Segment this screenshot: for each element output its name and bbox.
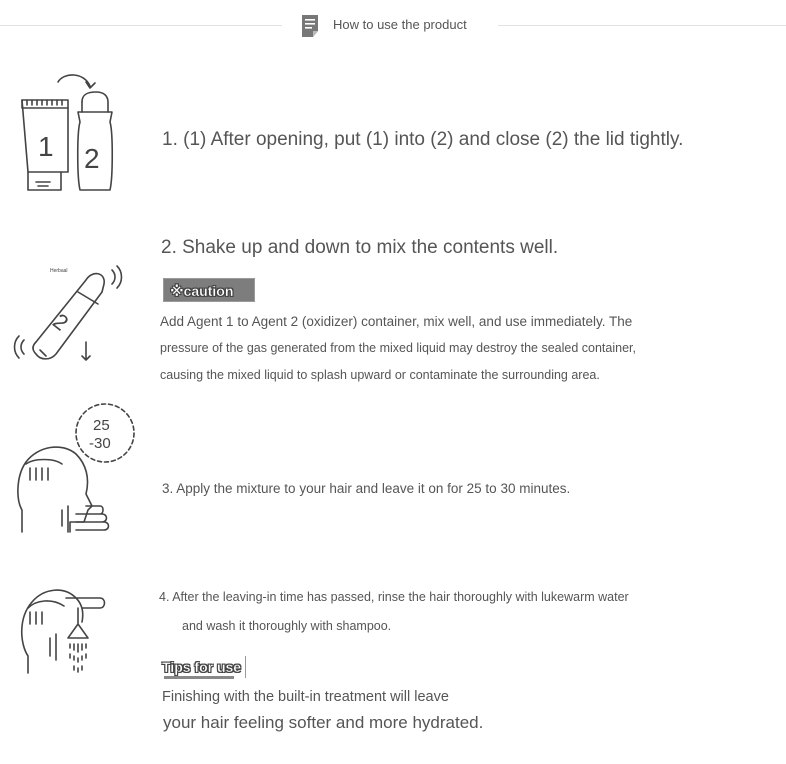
tips-line-1: Finishing with the built-in treatment will leave (162, 689, 449, 705)
tips-line-2: your hair feeling softer and more hydrated. (163, 713, 484, 732)
tips-underline (164, 676, 234, 679)
svg-text:Herbaal: Herbaal (50, 268, 68, 274)
head-shower-icon (20, 578, 120, 678)
header-divider-right (498, 25, 786, 26)
page-title: How to use the product (333, 17, 467, 32)
caution-line-2: pressure of the gas generated from the mixed liquid may destroy the sealed container, (160, 341, 636, 355)
header-divider-left (0, 25, 282, 26)
step-3-text: 3. Apply the mixture to your hair and leave it on for 25 to 30 minutes. (162, 481, 571, 496)
step-1-text: 1. (1) After opening, put (1) into (2) and close (2) the lid tightly. (162, 129, 684, 150)
step-4-text-line-2: and wash it thoroughly with shampoo. (182, 619, 392, 633)
document-icon (300, 14, 320, 38)
head-timer-icon (14, 402, 139, 542)
shake-bottle-icon (16, 262, 126, 367)
caution-line-3: causing the mixed liquid to splash upward or contaminate the surrounding area. (160, 368, 600, 382)
bottle-number-label: 2 (84, 143, 100, 174)
tips-label: Tips for use (162, 656, 246, 678)
caution-label: ※caution (163, 278, 255, 302)
tube-and-bottle-icon (18, 72, 118, 197)
step-2-text: 2. Shake up and down to mix the contents well. (161, 237, 559, 258)
tube-number-label: 1 (38, 131, 54, 162)
caution-line-1: Add Agent 1 to Agent 2 (oxidizer) container, mix well, and use immediately. The (160, 314, 633, 329)
timer-start-label: 25 (93, 417, 110, 434)
timer-end-label: -30 (89, 435, 111, 452)
shake-bottle-number-label: 2 (48, 308, 74, 336)
step-4-text-line-1: 4. After the leaving-in time has passed, rinse the hair thoroughly with lukewarm water (159, 590, 629, 604)
